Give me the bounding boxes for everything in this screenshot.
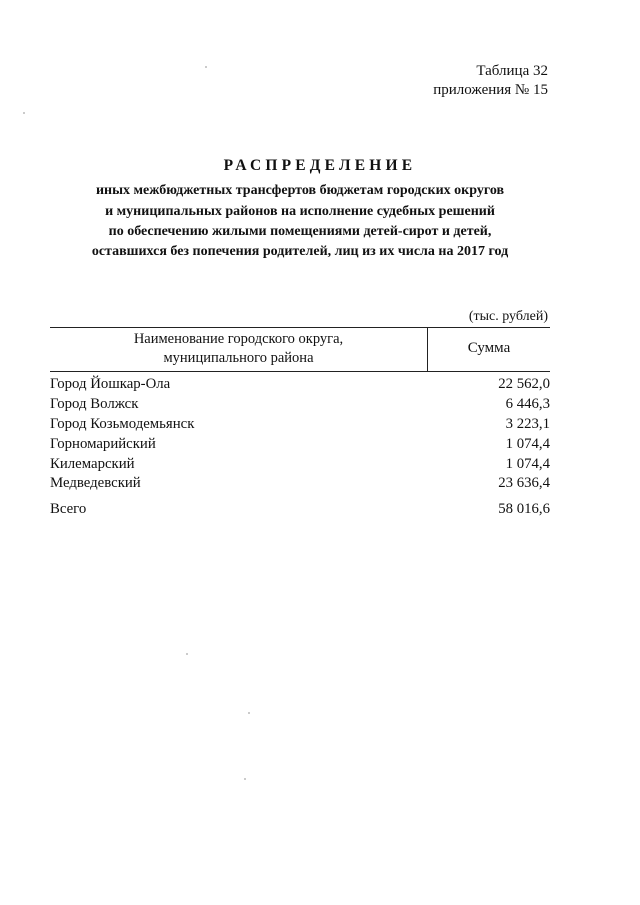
row-name: Город Йошкар-Ола <box>50 376 171 392</box>
scan-speck <box>205 66 207 68</box>
subtitle-line-4: оставшихся без попечения родителей, лиц из их числа на 2017 год <box>91 244 509 259</box>
total-label: Всего <box>50 501 87 517</box>
row-value: 22 562,0 <box>498 376 550 392</box>
row-name: Горномарийский <box>50 436 156 452</box>
row-value: 3 223,1 <box>505 416 550 432</box>
row-value: 23 636,4 <box>498 475 550 491</box>
table-reference: Таблица 32 <box>476 63 548 79</box>
row-value: 6 446,3 <box>505 396 550 412</box>
table-header-top-border <box>50 327 550 328</box>
subtitle-line-2: и муниципальных районов на исполнение судебных решений <box>105 204 495 219</box>
unit-label: (тыс. рублей) <box>468 309 548 324</box>
column-header-name-line-2: муниципального района <box>163 350 314 366</box>
row-name: Килемарский <box>50 456 135 472</box>
subtitle-line-3: по обеспечению жилыми помещениями детей-сирот и детей, <box>108 224 492 239</box>
total-value: 58 016,6 <box>498 501 550 517</box>
table-header-bottom-border <box>50 371 550 372</box>
column-header-sum: Сумма <box>467 340 511 356</box>
row-value: 1 074,4 <box>505 436 550 452</box>
scan-speck <box>186 653 188 655</box>
scan-speck <box>244 778 246 780</box>
row-name: Город Волжск <box>50 396 139 412</box>
document-title: РАСПРЕДЕЛЕНИЕ <box>223 157 417 174</box>
column-header-name-line-1: Наименование городского округа, <box>133 331 344 347</box>
row-name: Город Козьмодемьянск <box>50 416 195 432</box>
subtitle-line-1: иных межбюджетных трансфертов бюджетам городских округов <box>95 183 505 198</box>
row-name: Медведевский <box>50 475 141 491</box>
column-header-name <box>50 330 427 368</box>
row-value: 1 074,4 <box>505 456 550 472</box>
scan-speck <box>248 712 250 714</box>
appendix-reference: приложения № 15 <box>433 82 548 98</box>
scan-speck <box>23 112 25 114</box>
